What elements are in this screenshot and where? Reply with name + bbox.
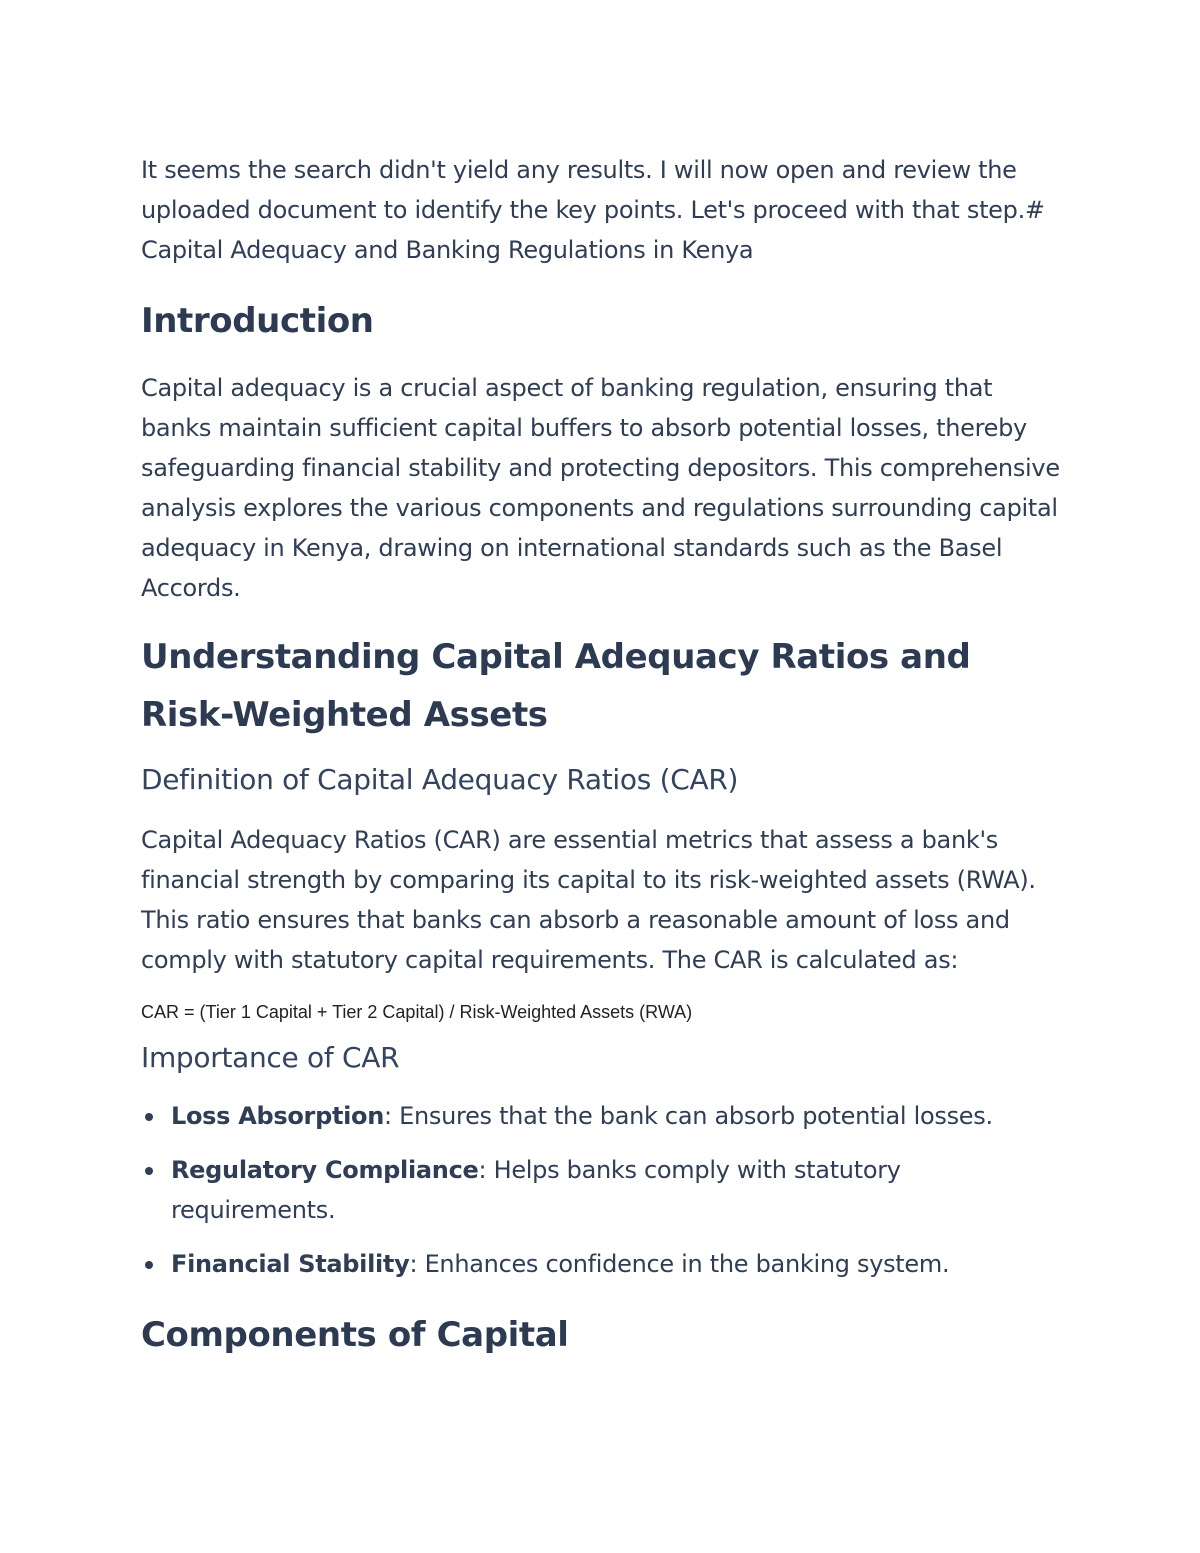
bullet-icon [145, 1261, 153, 1269]
car-formula: CAR = (Tier 1 Capital + Tier 2 Capital) / Risk-Weighted Assets (RWA) [141, 1002, 693, 1022]
bullet-icon [145, 1167, 153, 1175]
bullet-term: Loss Absorption [171, 1102, 385, 1130]
list-item [141, 1096, 1061, 1136]
car-importance-list [141, 1096, 1061, 1284]
car-definition-heading: Definition of Capital Adequacy Ratios (CAR) [141, 763, 739, 796]
bullet-term: Financial Stability [171, 1250, 410, 1278]
bullet-term: Regulatory Compliance [171, 1156, 479, 1184]
components-heading: Components of Capital [141, 1315, 569, 1355]
car-definition-paragraph: Capital Adequacy Ratios (CAR) are essential metrics that assess a bank's financial strength by comparing its capital to its risk-weighted assets (RWA). This ratio ensures that banks can absorb a reasonable amount of loss and comply with statutory capital requirements. The CAR is calculated as: [141, 826, 1036, 974]
understanding-heading: Understanding Capital Adequacy Ratios and Risk-Weighted Assets [141, 637, 971, 735]
intro-paragraph: It seems the search didn't yield any results. I will now open and review the uploaded document to identify the key points. Let's proceed with that step.# Capital Adequacy and Banking Regulations in Kenya [141, 156, 1045, 264]
bullet-text: : Enhances confidence in the banking system. [409, 1250, 950, 1278]
list-item [141, 1150, 1061, 1230]
bullet-text: : Helps banks comply with statutory requirements. [171, 1156, 901, 1224]
introduction-paragraph: Capital adequacy is a crucial aspect of banking regulation, ensuring that banks maintain sufficient capital buffers to absorb potential losses, thereby safeguarding financial stability and protecting depositors. This comprehensive analysis explores the various components and regulations surrounding capital adequacy in Kenya, drawing on international standards such as the Basel Accords. [141, 374, 1060, 602]
document-page [141, 150, 1061, 1364]
bullet-icon [145, 1113, 153, 1121]
list-item [141, 1244, 1061, 1284]
introduction-heading: Introduction [141, 301, 374, 341]
bullet-text: : Ensures that the bank can absorb potential losses. [384, 1102, 993, 1130]
car-importance-heading: Importance of CAR [141, 1041, 400, 1074]
